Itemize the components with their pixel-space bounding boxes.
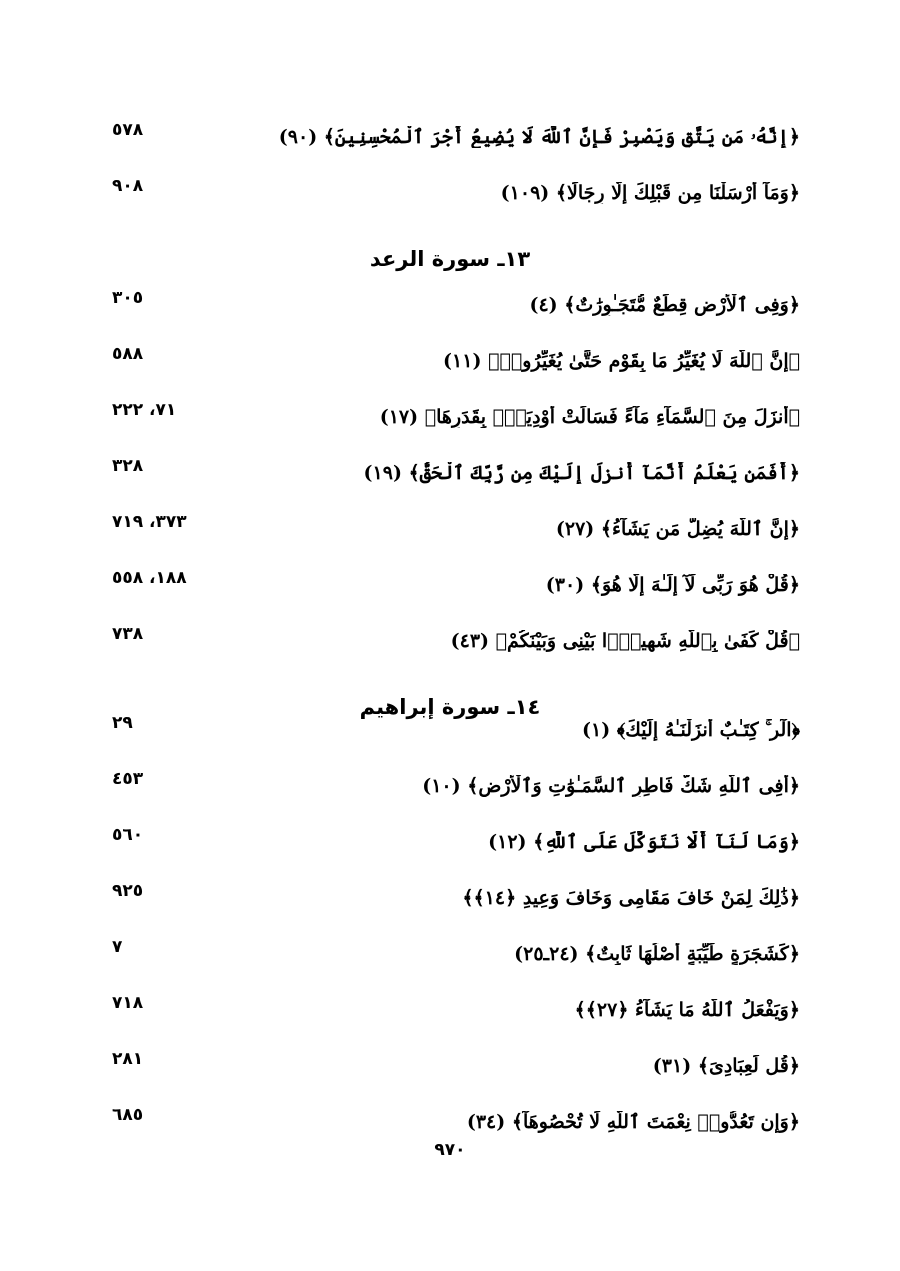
verse-text: ﴿كَشَجَرَةٍ طَيِّبَةٍ أَصْلُهَا ثَابِتٌ﴾ (٢٤ـ٢٥) — [514, 943, 800, 965]
page-references: ٣٢٨ — [112, 456, 144, 476]
page-references: ٧١، ٢٢٢ — [112, 400, 177, 420]
page-references: ٣٠٥ — [112, 288, 144, 308]
index-entry — [100, 454, 800, 510]
verse-text: ﴿قُل لِّعِبَادِىَ﴾ (٣١) — [652, 1055, 800, 1077]
entries-top — [100, 118, 800, 288]
page-references: ١٨٨، ٥٥٨ — [112, 568, 187, 588]
verse-text: ﴿وَإِن تَعُدُّوا۟ نِعْمَتَ ٱللَّهِ لَا تُحْصُوهَآ﴾ (٣٤) — [466, 1111, 800, 1133]
index-entry — [100, 174, 800, 230]
index-entry — [100, 1047, 800, 1103]
surah-14-entries — [100, 711, 800, 1159]
index-entry — [100, 566, 800, 622]
verse-text: ﴿أَفَمَن يَعْلَمُ أَنَّمَآ أُنزِلَ إِلَيْكَ مِن رَّبِّكَ ٱلْحَقُّ﴾ (١٩) — [363, 462, 800, 484]
page-references: ٥٦٠ — [112, 825, 144, 845]
verse-text: ﴿وَيَفْعَلُ ٱللَّهُ مَا يَشَآءُ ﴿٢٧﴾﴾ — [574, 999, 800, 1021]
verse-text: ﴿قُلْ هُوَ رَبِّى لَآ إِلَـٰهَ إِلَّا هُوَ﴾ (٣٠) — [545, 574, 800, 596]
page-number: ٩٧٠ — [434, 1140, 466, 1160]
page-references: ٢٩ — [112, 713, 133, 733]
verse-text: ﴿وَمَآ أَرْسَلْنَا مِن قَبْلِكَ إِلَّا رِجَالًا﴾ (١٠٩) — [500, 182, 800, 204]
verse-text: ﴿إِنَّ ٱللَّهَ لَا يُغَيِّرُ مَا بِقَوْمٍ حَتَّىٰ يُغَيِّرُوا۟﴾ (١١) — [443, 350, 800, 372]
index-entry — [100, 342, 800, 398]
page-references: ٧٣٨ — [112, 624, 144, 644]
index-entry — [100, 510, 800, 566]
surah-title: ١٤ـ سورة إبراهيم — [359, 695, 541, 719]
verse-text: ﴿الٓر ۚ كِتَـٰبٌ أَنزَلْنَـٰهُ إِلَيْكَ﴾ (١) — [582, 719, 800, 741]
page-references: ٧ — [112, 937, 123, 957]
index-entry — [100, 286, 800, 342]
page-references: ٩٠٨ — [112, 176, 144, 196]
surah-13-entries — [100, 286, 800, 736]
verse-text: ﴿ذَٰلِكَ لِمَنْ خَافَ مَقَامِى وَخَافَ وَعِيدِ ﴿١٤﴾﴾ — [462, 887, 800, 909]
index-entry — [100, 398, 800, 454]
verse-text: ﴿وَمَا لَنَآ أَلَّا نَتَوَكَّلَ عَلَى ٱللَّهِ﴾ (١٢) — [488, 831, 800, 853]
verse-text: ﴿إِنَّ ٱللَّهَ يُضِلُّ مَن يَشَآءُ﴾ (٢٧) — [555, 518, 800, 540]
index-entry — [100, 118, 800, 174]
verse-text: ﴿وَفِى ٱلْأَرْضِ قِطَعٌ مُّتَجَـٰوِرَٰتٌ﴾ (٤) — [529, 294, 800, 316]
verse-text: ﴿قُلْ كَفَىٰ بِٱللَّهِ شَهِيدًۢا بَيْنِى وَبَيْنَكُمْ﴾ (٤٣) — [450, 630, 800, 652]
page-references: ٣٧٣، ٧١٩ — [112, 512, 187, 532]
index-entry — [100, 879, 800, 935]
surah-title: ١٣ـ سورة الرعد — [369, 247, 531, 271]
index-entry — [100, 711, 800, 767]
index-entry — [100, 622, 800, 678]
page-references: ٩٢٥ — [112, 881, 144, 901]
page-references: ٥٨٨ — [112, 344, 144, 364]
index-entry — [100, 823, 800, 879]
surah-heading-13 — [100, 230, 800, 288]
page-references: ٦٨٥ — [112, 1105, 144, 1125]
index-entry — [100, 935, 800, 991]
verse-text: ﴿إِنَّهُۥ مَن يَتَّقِ وَيَصْبِرْ فَإِنَّ ٱللَّهَ لَا يُضِيعُ أَجْرَ ٱلْمُحْسِنِينَ﴾ (٩٠) — [278, 126, 800, 148]
page-references: ٥٧٨ — [112, 120, 144, 140]
verse-text: ﴿أَفِى ٱللَّهِ شَكٌّ فَاطِرِ ٱلسَّمَـٰوَٰتِ وَٱلْأَرْضِ﴾ (١٠) — [422, 775, 800, 797]
index-entry — [100, 991, 800, 1047]
page-references: ٢٨١ — [112, 1049, 144, 1069]
page-references: ٤٥٣ — [112, 769, 144, 789]
index-entry — [100, 767, 800, 823]
page-references: ٧١٨ — [112, 993, 144, 1013]
verse-text: ﴿أَنزَلَ مِنَ ٱلسَّمَآءِ مَآءً فَسَالَتْ أَوْدِيَةٌۢ بِقَدَرِهَا﴾ (١٧) — [379, 406, 800, 428]
